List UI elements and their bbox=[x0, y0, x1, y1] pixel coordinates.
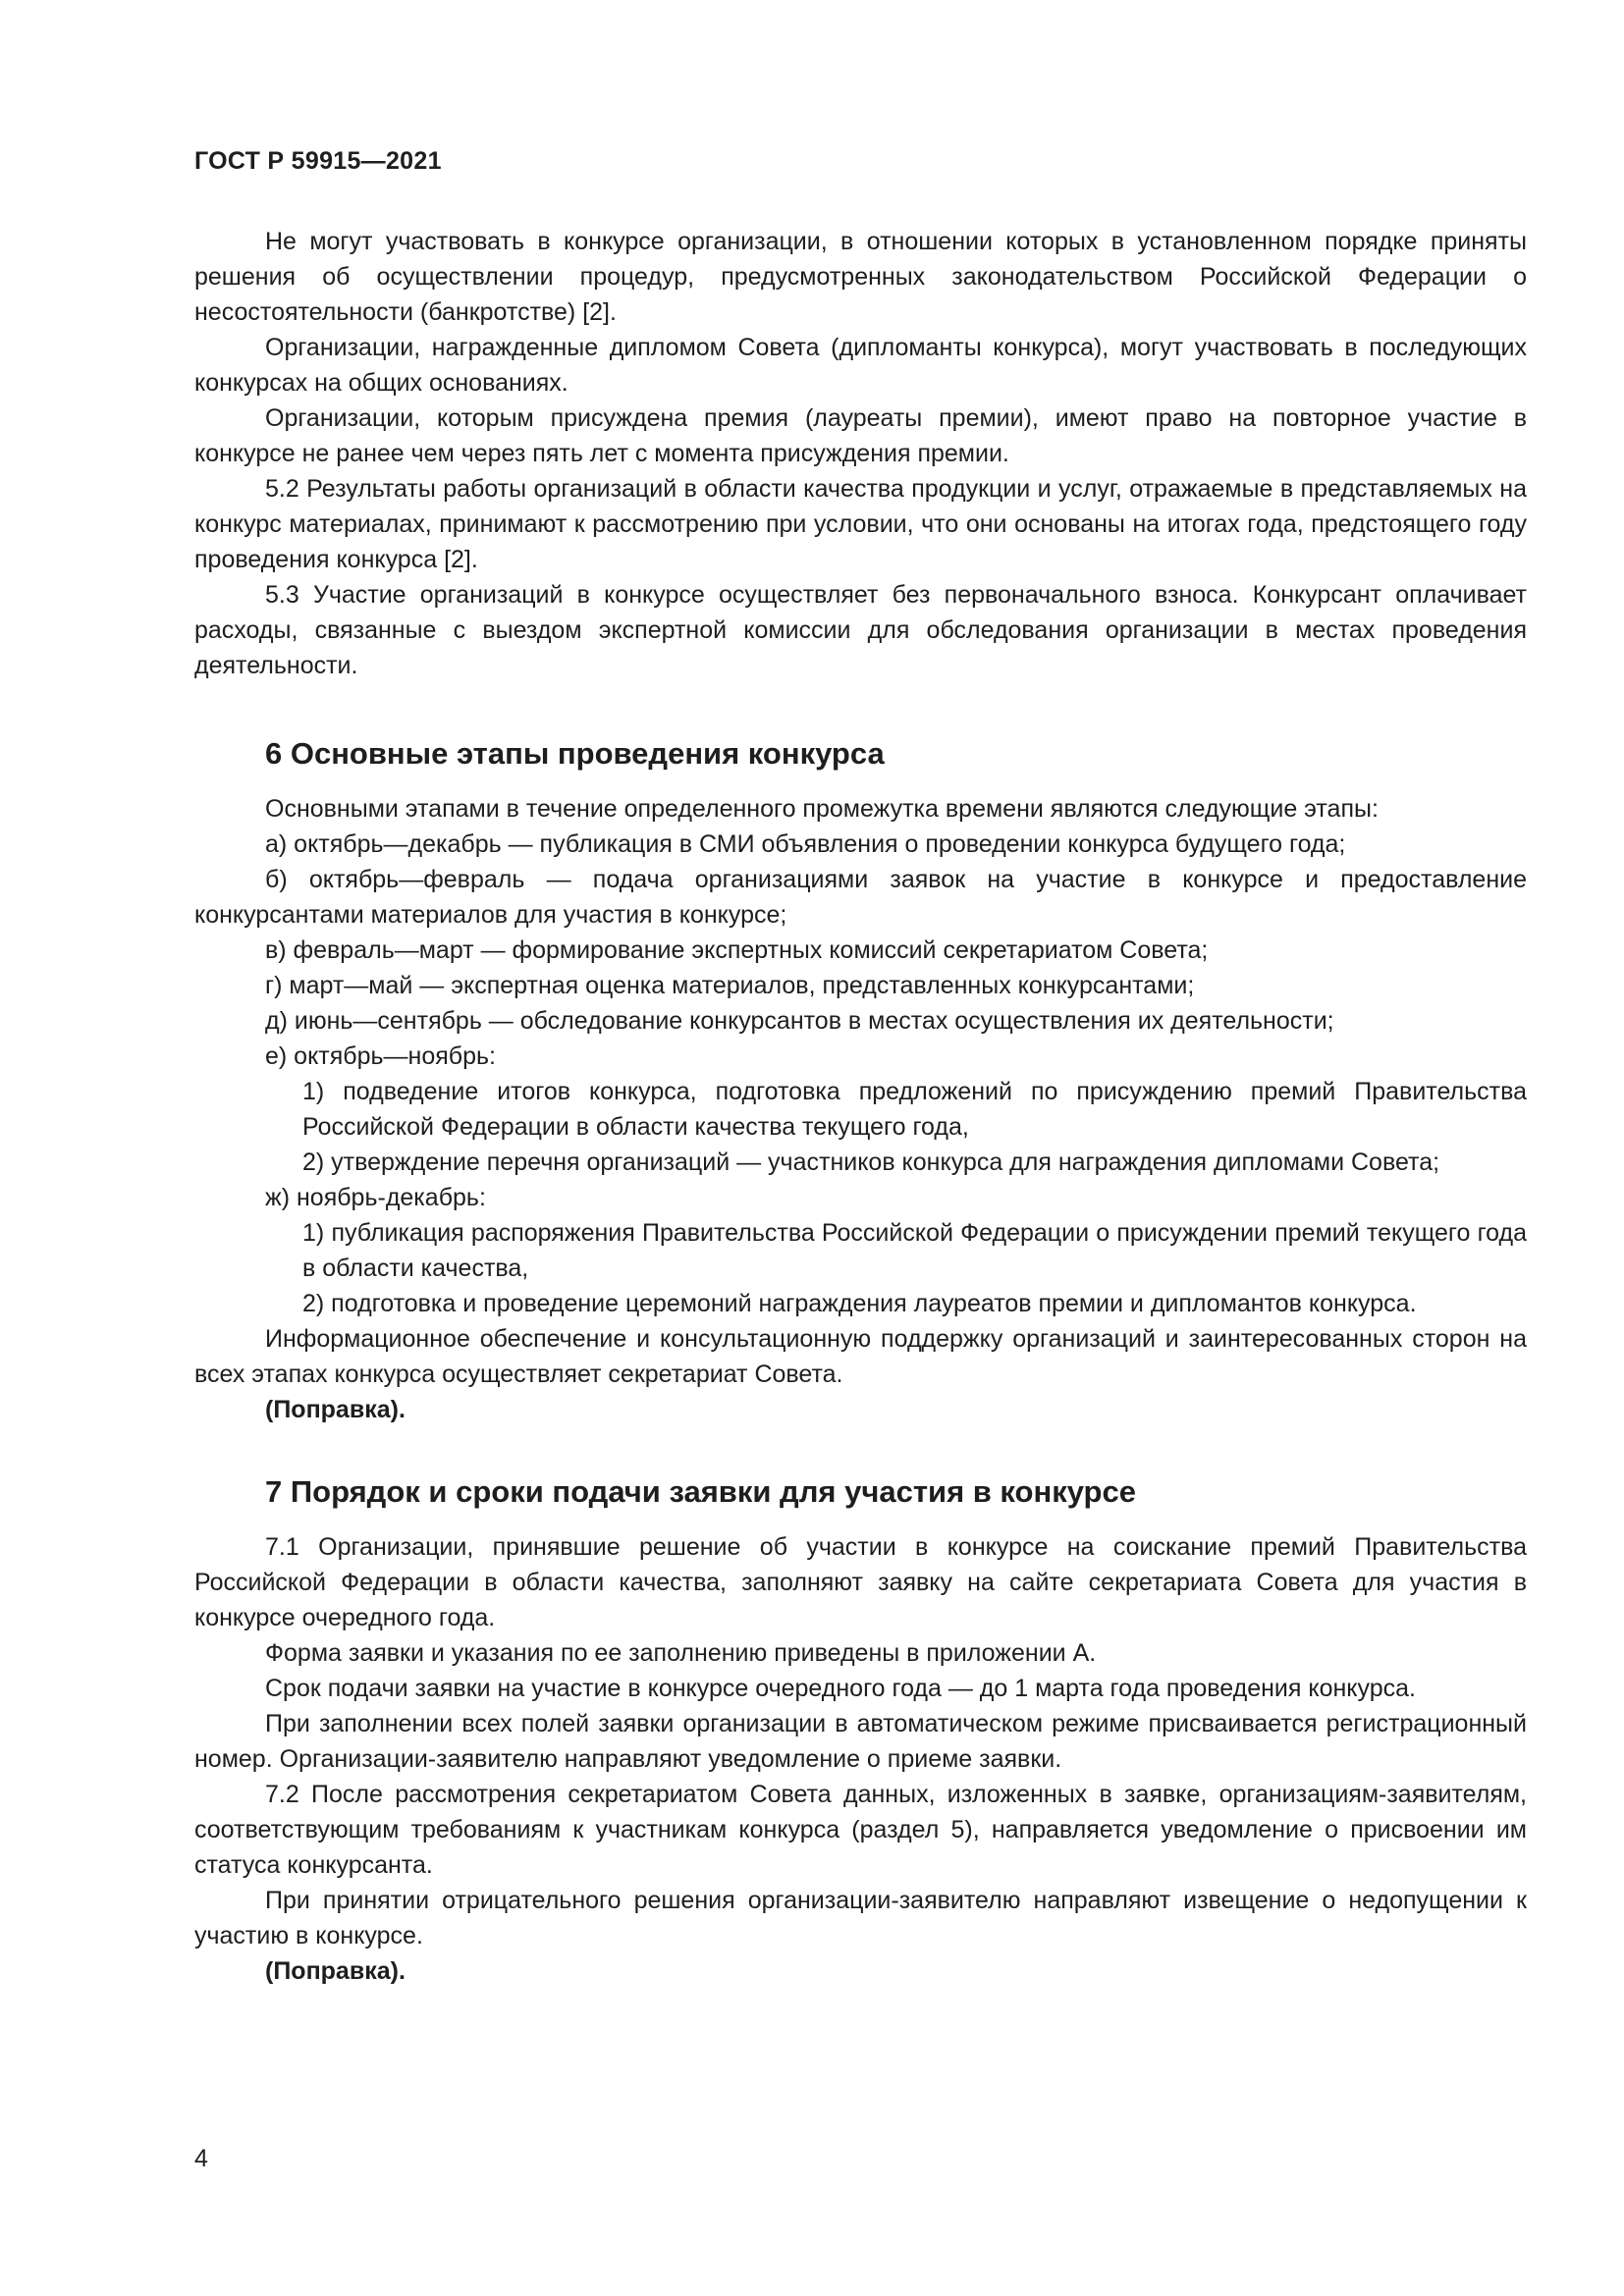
paragraph: 7.1 Организации, принявшие решение об участии в конкурсе на соискание премий Правительства Российской Федерации в области качества, заполняют заявку на сайте секретариата Совета для участия в конкурсе очередного года. bbox=[194, 1533, 1527, 1631]
paragraph: Срок подачи заявки на участие в конкурсе очередного года — до 1 марта года проведения конкурса. bbox=[265, 1675, 1416, 1702]
sub-list-item: 2) подготовка и проведение церемоний награждения лауреатов премии и дипломантов конкурса. bbox=[302, 1290, 1417, 1317]
list-item: д) июнь—сентябрь — обследование конкурсантов в местах осуществления их деятельности; bbox=[265, 1007, 1334, 1035]
list-item: г) март—май — экспертная оценка материалов, представленных конкурсантами; bbox=[265, 972, 1195, 999]
section-6-title: 6 Основные этапы проведения конкурса bbox=[265, 736, 885, 771]
amendment-note: (Поправка). bbox=[265, 1396, 406, 1423]
paragraph: Не могут участвовать в конкурсе организации, в отношении которых в установленном порядке приняты решения об осуществлении процедур, предусмотренных законодательством Российской Федерации о несостоятельности (банкротстве) [2]. bbox=[194, 228, 1527, 326]
paragraph: 5.2 Результаты работы организаций в области качества продукции и услуг, отражаемые в представляемых на конкурс материалах, принимают к рассмотрению при условии, что они основаны на итогах года, предстоящего году проведения конкурса [2]. bbox=[194, 475, 1527, 573]
paragraph: При заполнении всех полей заявки организации в автоматическом режиме присваивается регистрационный номер. Организации-заявителю направляют уведомление о приеме заявки. bbox=[194, 1710, 1527, 1773]
sub-list-item: 1) подведение итогов конкурса, подготовка предложений по присуждению премий Правительства Российской Федерации в области качества текущего года, bbox=[302, 1078, 1527, 1141]
list-item: ж) ноябрь-декабрь: bbox=[265, 1184, 486, 1211]
paragraph: Информационное обеспечение и консультационную поддержку организаций и заинтересованных сторон на всех этапах конкурса осуществляет секретариат Совета. bbox=[194, 1325, 1527, 1388]
paragraph: Форма заявки и указания по ее заполнению приведены в приложении А. bbox=[265, 1639, 1097, 1667]
paragraph: Организации, которым присуждена премия (лауреаты премии), имеют право на повторное участие в конкурсе не ранее чем через пять лет с момента присуждения премии. bbox=[194, 404, 1527, 467]
paragraph: 5.3 Участие организаций в конкурсе осуществляет без первоначального взноса. Конкурсант оплачивает расходы, связанные с выездом экспертной комиссии для обследования организации в местах проведения деятельности. bbox=[194, 581, 1527, 679]
document-header: ГОСТ Р 59915—2021 bbox=[194, 147, 442, 175]
paragraph: Основными этапами в течение определенного промежутка времени являются следующие этапы: bbox=[265, 795, 1379, 823]
sub-list-item: 1) публикация распоряжения Правительства Российской Федерации о присуждении премий текущего года в области качества, bbox=[302, 1219, 1527, 1282]
section-7-title: 7 Порядок и сроки подачи заявки для участия в конкурсе bbox=[265, 1474, 1136, 1509]
amendment-note: (Поправка). bbox=[265, 1957, 406, 1985]
document-body bbox=[194, 224, 1527, 1989]
list-item: в) февраль—март — формирование экспертных комиссий секретариатом Совета; bbox=[265, 936, 1209, 964]
page-number: 4 bbox=[194, 2145, 208, 2172]
list-item: а) октябрь—декабрь — публикация в СМИ объявления о проведении конкурса будущего года; bbox=[265, 830, 1346, 858]
paragraph: 7.2 После рассмотрения секретариатом Совета данных, изложенных в заявке, организациям-заявителям, соответствующим требованиям к участникам конкурса (раздел 5), направляется уведомление о присвоении им статуса конкурсанта. bbox=[194, 1781, 1527, 1879]
list-item: б) октябрь—февраль — подача организациями заявок на участие в конкурсе и предоставление конкурсантами материалов для участия в конкурсе; bbox=[194, 866, 1527, 929]
paragraph: Организации, награжденные дипломом Совета (дипломанты конкурса), могут участвовать в последующих конкурсах на общих основаниях. bbox=[194, 334, 1527, 397]
list-item: е) октябрь—ноябрь: bbox=[265, 1042, 496, 1070]
paragraph: При принятии отрицательного решения организации-заявителю направляют извещение о недопущении к участию в конкурсе. bbox=[194, 1887, 1527, 1949]
sub-list-item: 2) утверждение перечня организаций — участников конкурса для награждения дипломами Совета; bbox=[302, 1148, 1440, 1176]
